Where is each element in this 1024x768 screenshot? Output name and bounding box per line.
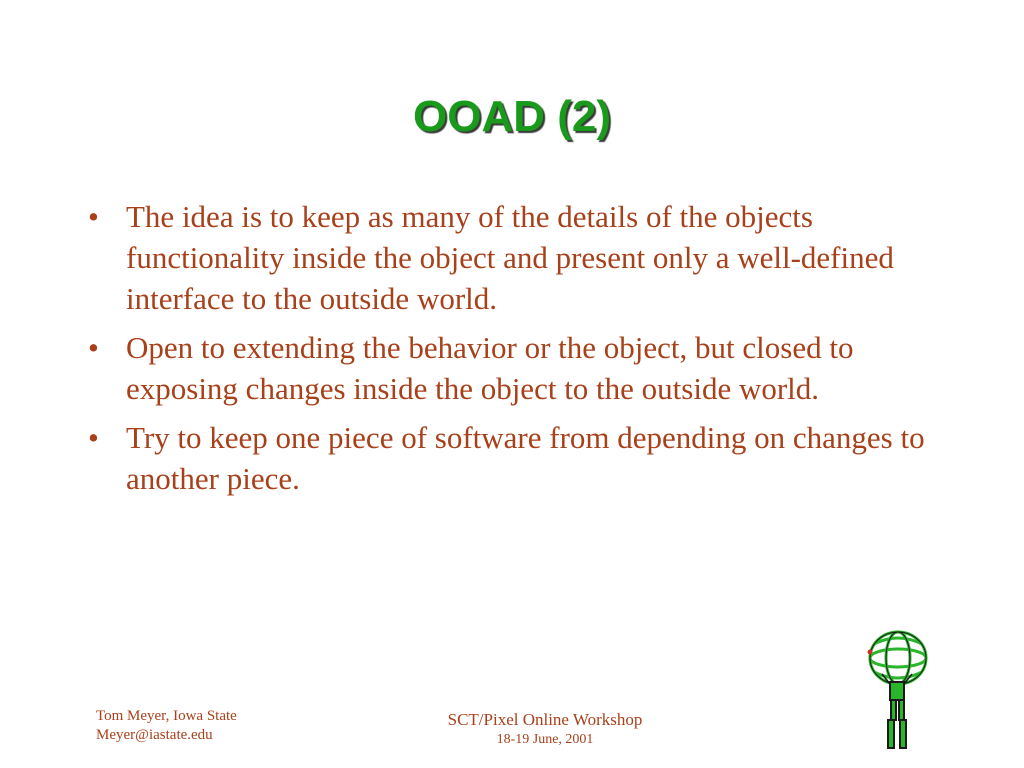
footer-event: SCT/Pixel Online Workshop bbox=[447, 710, 643, 729]
bullet-item bbox=[86, 196, 946, 319]
bullet-dot-icon: • bbox=[88, 199, 99, 234]
bullet-dot-icon: • bbox=[88, 420, 99, 455]
bullet-dot-icon: • bbox=[88, 330, 99, 365]
footer-date: 18-19 June, 2001 bbox=[496, 732, 594, 747]
footer-author: Tom Meyer, Iowa State bbox=[96, 708, 237, 724]
bullet-item bbox=[86, 417, 946, 499]
bullet-text: Try to keep one piece of software from depending on changes to another piece. bbox=[126, 420, 925, 496]
bullet-text: The idea is to keep as many of the details of the objects functionality inside the object and present only a well-defined interface to the outside world. bbox=[126, 199, 894, 316]
atlas-figure-icon bbox=[860, 622, 932, 752]
bullet-text: Open to extending the behavior or the object, but closed to exposing changes inside the object to the outside world. bbox=[126, 330, 854, 406]
bullet-item bbox=[86, 327, 946, 409]
footer-event-block bbox=[380, 709, 710, 750]
footer-email: Meyer@iastate.edu bbox=[96, 727, 213, 743]
slide-title: OOAD (2) bbox=[413, 92, 611, 141]
bullet-list bbox=[86, 196, 946, 507]
footer-author-block bbox=[96, 707, 237, 745]
